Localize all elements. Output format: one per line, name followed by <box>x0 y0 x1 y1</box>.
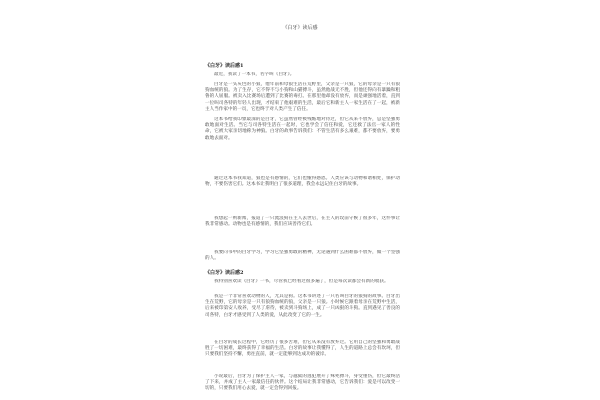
paragraph: 我特别喜欢读《白牙》一书，尽管我已经看过很多遍了，但是每次读都会有新的收获。 <box>214 279 389 284</box>
section-heading-2: 《白牙》读后感2 <box>205 270 244 276</box>
document-title: 《白牙》读后感 <box>282 25 318 31</box>
paragraph: 我是一个非常喜欢动物的人，尤其是狗。这本书讲述了一只名叫白牙的狼狗的故事。白牙出生在荒野，它的母亲是一只有狼狗血统的狼，父亲是一只狼。小时候它跟着母亲在荒野中生活，后来被印第安人收养，受尽了虐待，被卖到斗狗场上，成了一只凶狠的斗狗。直到遇见了善良的司各特，白牙才感受到了人类的爱，从此改变了它的一生。 <box>205 294 400 318</box>
paragraph: 我要向书中的白牙学习，学习它坚强勇敢的精神，无论遇到什么困难都不放弃，做一个坚强的人。 <box>205 250 400 262</box>
paragraph: 小说最后，白牙为了保护主人一家，与越狱的逃犯展开了殊死搏斗，身受重伤，但它最终活了下来，并成了主人一家最信任的伙伴。这个结局让我非常感动，它告诉我们：爱是可以改变一切的，只要我们用心去爱，就一定会得到回报。 <box>205 374 400 392</box>
section-heading-1: 《白牙》读后感1 <box>205 63 244 69</box>
paragraph: 通过这本书我知道，狼也是有感情的，它们也懂得感恩。人类应该与动物和谐相处，保护动物，不要伤害它们。这本书让我明白了很多道理，我会永远记住白牙的故事。 <box>205 176 400 188</box>
paragraph: 我想起一则新闻，报道了一只流浪狗在主人去世后，在主人的坟前守候了很多年，这件事让我非常感动。动物也是有感情的，我们应该善待它们。 <box>205 216 400 228</box>
paragraph: 白牙是一头灰色的小狼，他年前和母狼生活在荒野里，父亲是一只狼，它的母亲是一只有狼狗血统的狼。为了生存，它不得不与小狗和山猫搏斗，虽然他战无不胜，但他还得向有暴躁和粗鲁的人屈服。被卖入比赛场后遭到了比赛的毒打。在那里他却没有放弃，而是顽强地活着，直到一位叫司各特的年轻人出现，才结束了他艰难的生活，最后它和新主人一家生活在了一起，被新主人当作家中的一员，它也终于对人类产生了信任。 <box>205 82 400 112</box>
paragraph: 这本书给我印象最深的是白牙，它虽然曾经被残酷地对待过，但它从来不放弃，总是坚强勇敢地面对生活。当它与司各特生活在一起时，它也学会了信任和爱，它还救了法官一家人的性命，它被大家亲切地称为神狼。白牙的故事告诉我们：不管生活有多么艰难，都不要放弃，要勇敢地去面对。 <box>205 117 400 141</box>
paragraph: 在白牙的成长过程中，它经历了很多苦难，但它从来没有放弃过。它用自己的坚强和勇敢战胜了一切困难，最终获得了幸福的生活。白牙的故事让我懂得了，人生的道路上总会有坎坷，但只要我们坚持不懈，勇往直前，就一定能够到达成功的彼岸。 <box>205 340 400 358</box>
paragraph: 最近，我读了一本书，名字叫《白牙》。 <box>214 72 295 77</box>
